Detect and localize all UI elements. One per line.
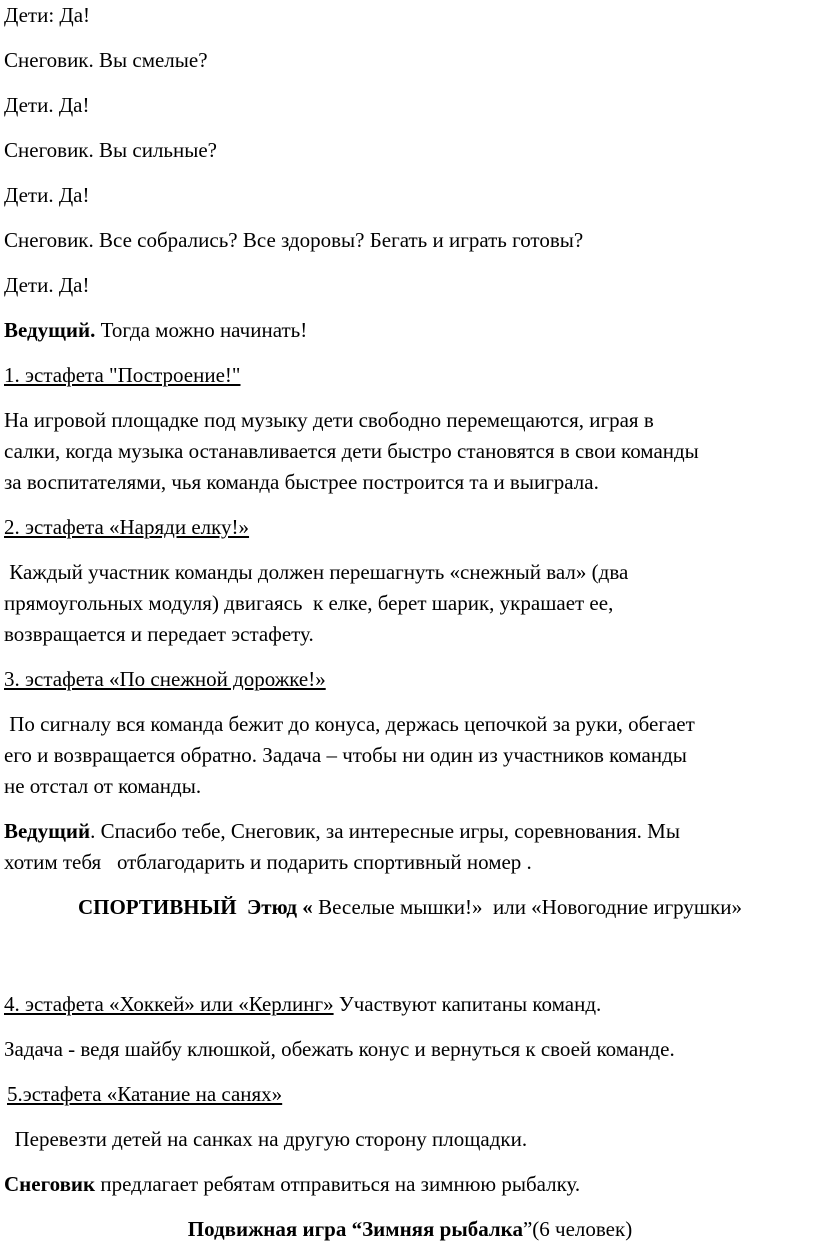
dialogue-line: Снеговик. Вы смелые?	[4, 48, 208, 72]
paragraph-line	[4, 816, 816, 847]
dialogue-line: Дети. Да!	[4, 273, 90, 297]
game-title-rest: ”(6 человек)	[522, 1217, 633, 1241]
relay-heading-2: 2. эстафета «Наряди елку!»	[4, 515, 250, 539]
paragraph-line: По сигналу вся команда бежит до конуса, держась цепочкой за руки, обегает	[4, 712, 695, 736]
sport-etude-text: Веселые мышки!» или «Новогодние игрушки»	[312, 895, 743, 919]
relay-description-4: Задача - ведя шайбу клюшкой, обежать конус и вернуться к своей команде.	[4, 1037, 675, 1061]
relay-heading-4-title: 4. эстафета «Хоккей» или «Керлинг»	[4, 992, 334, 1016]
sport-etude-label: СПОРТИВНЫЙ Этюд «	[77, 895, 313, 919]
paragraph-line: Каждый участник команды должен перешагнуть «снежный вал» (два	[4, 560, 629, 584]
sport-etude-line	[4, 892, 816, 923]
paragraph-line: прямоугольных модуля) двигаясь к елке, берет шарик, украшает ее,	[4, 591, 614, 615]
dialogue-line: Дети. Да!	[4, 183, 90, 207]
speaker-name: Ведущий.	[4, 318, 96, 342]
paragraph-line: возвращается и передает эстафету.	[4, 622, 314, 646]
relay-description-5: Перевезти детей на санках на другую сторону площадки.	[4, 1127, 528, 1151]
host-text: . Спасибо тебе, Снеговик, за интересные игры, соревнования. Мы	[90, 819, 680, 843]
paragraph-line: не отстал от команды.	[4, 774, 202, 798]
relay-description-2	[4, 557, 816, 650]
dialogue-line: Снеговик. Все собрались? Все здоровы? Бегать и играть готовы?	[4, 228, 584, 252]
game-title-bold: Подвижная игра “Зимняя рыбалка	[187, 1217, 523, 1241]
paragraph-line: его и возвращается обратно. Задача – чтобы ни один из участников команды	[4, 743, 687, 767]
relay-heading-3: 3. эстафета «По снежной дорожке!»	[4, 667, 326, 691]
paragraph-line: На игровой площадке под музыку дети свободно перемещаются, играя в	[4, 408, 654, 432]
paragraph-line: салки, когда музыка останавливается дети быстро становятся в свои команды	[4, 439, 699, 463]
paragraph-line: хотим тебя отблагодарить и подарить спортивный номер .	[4, 850, 532, 874]
dialogue-line: Снеговик. Вы сильные?	[4, 138, 217, 162]
relay-heading-5-title: 5.эстафета «Катание на санях»	[7, 1082, 283, 1106]
host-line	[4, 315, 816, 346]
paragraph-line: за воспитателями, чья команда быстрее построится та и выиграла.	[4, 470, 599, 494]
host-text: Тогда можно начинать!	[95, 318, 308, 342]
dialogue-line: Дети: Да!	[4, 3, 91, 27]
relay-heading-1: 1. эстафета "Построение!"	[4, 363, 241, 387]
relay-heading-5	[4, 1079, 816, 1110]
snowman-text: предлагает ребятам отправиться на зимнюю рыбалку.	[95, 1172, 581, 1196]
dialogue-line: Дети. Да!	[4, 93, 90, 117]
speaker-name: Снеговик	[4, 1172, 96, 1196]
host-thanks	[4, 816, 816, 878]
speaker-name: Ведущий	[4, 819, 91, 843]
snowman-line	[4, 1169, 816, 1200]
game-title	[4, 1214, 816, 1245]
relay-heading-4	[4, 989, 816, 1020]
relay-description-3	[4, 709, 816, 802]
relay-description-1	[4, 405, 816, 498]
relay-heading-4-text: Участвуют капитаны команд.	[333, 992, 602, 1016]
